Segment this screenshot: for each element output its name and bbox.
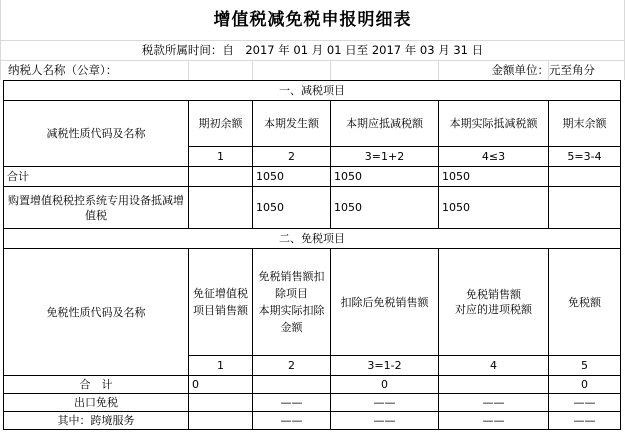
reduction-item-cell: 1050 (253, 187, 331, 229)
reduction-item-cell: 1050 (331, 187, 439, 229)
exemption-col-input-tax (439, 249, 549, 356)
exemption-cross-border-cell: —— (253, 412, 331, 430)
reduction-total-cell (189, 167, 253, 187)
exemption-total-row (4, 376, 621, 394)
exemption-idx-cell: 4 (439, 356, 549, 376)
reduction-idx-cell: 3=1+2 (331, 147, 439, 167)
reduction-total-cell: 1050 (253, 167, 331, 187)
exemption-total-cell (439, 376, 549, 394)
exemption-col-deduction (253, 249, 331, 356)
exemption-idx-cell: 5 (549, 356, 621, 376)
exemption-export-cell: —— (439, 394, 549, 412)
reduction-total-label: 合计 (4, 167, 189, 187)
reduction-total-cell: 1050 (331, 167, 439, 187)
exemption-col-amount: 免税额 (549, 249, 621, 356)
reduction-header-row (4, 101, 621, 147)
exemption-cross-border-row (4, 412, 621, 430)
reduction-total-cell: 1050 (439, 167, 549, 187)
exemption-cross-border-cell: —— (549, 412, 621, 430)
exemption-idx-cell: 1 (189, 356, 253, 376)
reduction-item-cell (189, 187, 253, 229)
reduction-col-deductible: 本期应抵减税额 (331, 101, 439, 147)
exemption-cross-border-cell: —— (331, 412, 439, 430)
exemption-total-label: 合 计 (4, 376, 189, 394)
exemption-cross-border-cell: —— (439, 412, 549, 430)
exemption-export-cell (189, 394, 253, 412)
exemption-col-input-tax-line2: 对应的进项税额 (455, 303, 532, 316)
exemption-export-label: 出口免税 (4, 394, 189, 412)
reduction-item-cell (549, 187, 621, 229)
report-title: 增值税减免税申报明细表 (213, 10, 412, 30)
exemption-total-cell: 0 (189, 376, 253, 394)
exemption-cross-border-label: 其中：跨境服务 (4, 412, 189, 430)
reduction-section-title: 一、减税项目 (4, 81, 621, 101)
exemption-col-deduction-line1: 免税销售额扣除项目 (258, 270, 325, 300)
reduction-col-current: 本期发生额 (253, 101, 331, 147)
exemption-col-name: 免税性质代码及名称 (4, 249, 189, 376)
reduction-item-name: 购置增值税税控系统专用设备抵减增值税 (4, 187, 189, 229)
exemption-header-row (4, 249, 621, 356)
reduction-idx-cell: 4≤3 (439, 147, 549, 167)
exemption-section-row (4, 229, 621, 249)
exemption-col-sales: 免征增值税项目销售额 (189, 249, 253, 356)
reduction-total-cell (549, 167, 621, 187)
amount-unit-label: 金额单位：元至角分 (491, 63, 595, 77)
exemption-total-cell: 0 (549, 376, 621, 394)
exemption-idx-cell: 2 (253, 356, 331, 376)
exemption-export-cell: —— (331, 394, 439, 412)
exemption-cross-border-cell (189, 412, 253, 430)
exemption-col-net-sales: 扣除后免税销售额 (331, 249, 439, 356)
exemption-export-cell: —— (549, 394, 621, 412)
reduction-item-row (4, 187, 621, 229)
reduction-col-opening: 期初余额 (189, 101, 253, 147)
reduction-col-closing: 期末余额 (549, 101, 621, 147)
exemption-col-deduction-line2: 本期实际扣除金额 (258, 304, 325, 334)
exemption-export-row (4, 394, 621, 412)
reduction-idx-cell: 5=3-4 (549, 147, 621, 167)
exemption-idx-cell: 3=1-2 (331, 356, 439, 376)
tax-period: 税款所属时间：自 2017 年 01 月 01 日至 2017 年 03 月 31 日 (141, 43, 484, 57)
taxpayer-name-label: 纳税人名称（公章）： (8, 63, 118, 77)
detail-table (3, 80, 621, 430)
reduction-col-name: 减税性质代码及名称 (4, 101, 189, 167)
exemption-total-cell (253, 376, 331, 394)
exemption-section-title: 二、免税项目 (4, 229, 621, 249)
reduction-total-row (4, 167, 621, 187)
reduction-idx-cell: 1 (189, 147, 253, 167)
exemption-export-cell: —— (253, 394, 331, 412)
exemption-total-cell: 0 (331, 376, 439, 394)
exemption-col-input-tax-line1: 免税销售额 (466, 288, 521, 301)
reduction-col-actual: 本期实际抵减税额 (439, 101, 549, 147)
reduction-item-cell: 1050 (439, 187, 549, 229)
reduction-section-row (4, 81, 621, 101)
reduction-idx-cell: 2 (253, 147, 331, 167)
